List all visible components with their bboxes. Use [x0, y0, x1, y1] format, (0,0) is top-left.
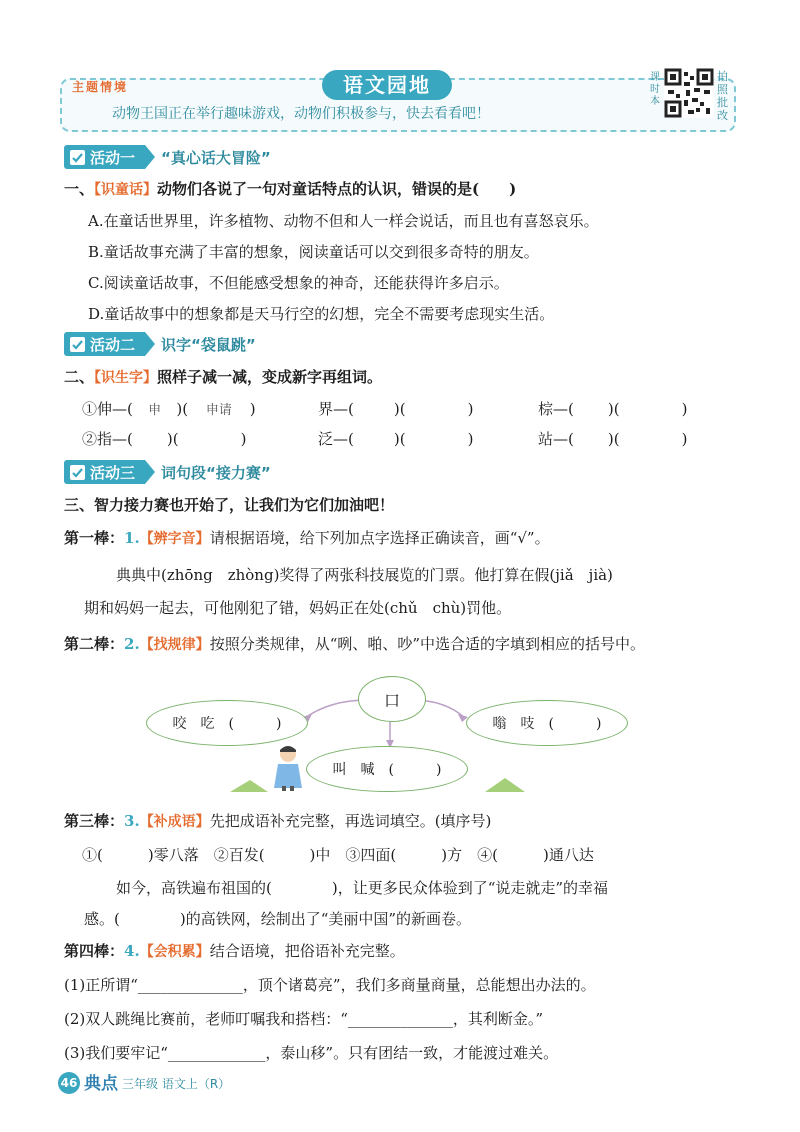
page-title: 语文园地 — [322, 70, 452, 100]
question-2-text: 照样子减一减，变成新字再组词。 — [157, 368, 383, 386]
question-1-tag: 【识童话】 — [94, 182, 158, 198]
baton-2-label: 第二棒： — [64, 635, 125, 653]
question-3-intro: 三、智力接力赛也开始了，让我们为它们加油吧！ — [64, 496, 395, 514]
activity3-title: 词句段“接力赛” — [161, 463, 271, 482]
baton-4-text: 结合语境，把俗语补充完整。 — [209, 942, 405, 960]
child-illustration-icon — [270, 742, 306, 792]
qr-left-label: 课时本 — [650, 72, 660, 107]
row2-item2-mid: )( — [393, 430, 406, 448]
footer-grade-text: 三年级 语文上（R） — [122, 1077, 231, 1091]
baton-3-para2[interactable]: 感。( )的高铁网，绘制出了“美丽中国”的新画卷。 — [84, 910, 472, 928]
row1-item1-answer-char[interactable]: 申 — [148, 403, 162, 418]
char-row-1-item2[interactable] — [318, 398, 473, 419]
char-row-1-item3[interactable] — [538, 398, 687, 419]
header-intro: 动物王国正在举行趣味游戏，动物们积极参与，快去看看吧！ — [112, 106, 490, 122]
diagram-bottom[interactable] — [306, 746, 468, 792]
baton-4 — [64, 940, 405, 961]
char-row-2-item2[interactable] — [318, 428, 473, 449]
baton-1-para1[interactable]: 典典中(zhōng zhòng)奖得了两张科技展览的门票。他打算在假(jiǎ jià) — [116, 566, 613, 584]
checkbox-icon — [70, 150, 85, 165]
question-1-text: 动物们各说了一句对童话特点的认识，错误的是( ) — [157, 180, 517, 198]
row1-item1-close: ) — [249, 400, 256, 418]
activity1-label: 活动一 — [90, 148, 136, 167]
baton-4-label: 第四棒： — [64, 942, 125, 960]
option-a[interactable]: A.在童话世界里，许多植物、动物不但和人一样会说话，而且也有喜怒哀乐。 — [88, 212, 599, 230]
baton-2-tag: 【找规律】 — [139, 637, 210, 653]
option-c[interactable]: C.阅读童话故事，不但能感受想象的神奇，还能获得许多启示。 — [88, 274, 509, 292]
activity1-bar — [64, 145, 271, 169]
theme-tag: 主题情境 — [72, 80, 129, 94]
baton-1 — [64, 527, 550, 548]
activity2-label-box — [64, 332, 145, 356]
diagram-center-text: 口 — [383, 690, 400, 710]
checkbox-icon — [70, 465, 85, 480]
baton-3-tag: 【补成语】 — [139, 814, 210, 830]
row2-item1-close: ) — [240, 430, 247, 448]
diagram-center — [358, 676, 426, 722]
baton-4-num: 4. — [124, 942, 140, 960]
question-1-prefix: 一、 — [64, 180, 95, 198]
baton-3-label: 第三棒： — [64, 812, 125, 830]
baton-2 — [64, 633, 645, 654]
baton-3-para1[interactable]: 如今，高铁遍布祖国的( )，让更多民众体验到了“说走就走”的幸福 — [116, 879, 609, 897]
baton-1-text: 请根据语境，给下列加点字选择正确读音，画“√”。 — [209, 529, 550, 547]
row1-item2-lead: 界—( — [318, 400, 354, 418]
row2-item2-close: ) — [467, 430, 474, 448]
proverb-2[interactable]: (2)双人跳绳比赛前，老师叮嘱我和搭档：“______________，其利断金。” — [64, 1010, 544, 1028]
proverb-1[interactable]: (1)正所谓“______________，顶个诸葛亮”，我们多商量商量，总能想出办法的。 — [64, 976, 596, 994]
diagram-bottom-text: 叫 喊 ( ) — [332, 762, 442, 778]
row2-item3-mid: )( — [607, 430, 620, 448]
activity3-label-box — [64, 460, 145, 484]
row2-item2-lead: 泛—( — [318, 430, 354, 448]
row1-item2-close: ) — [467, 400, 474, 418]
baton-2-text: 按照分类规律，从“咧、啪、吵”中选合适的字填到相应的括号中。 — [209, 635, 646, 653]
row2-item1-mid: )( — [166, 430, 179, 448]
diagram-left[interactable] — [146, 700, 308, 746]
idiom-row[interactable]: ①( )零八落 ②百发( )中 ③四面( )方 ④( )通八达 — [82, 846, 594, 864]
row1-item3-mid: )( — [607, 400, 620, 418]
activity2-label: 活动二 — [90, 335, 136, 354]
question-2 — [64, 366, 382, 387]
row1-item3-close: ) — [681, 400, 688, 418]
question-2-prefix: 二、 — [64, 368, 95, 386]
row1-item1-lead: ①伸—( — [82, 400, 133, 418]
row2-item1-lead: ②指—( — [82, 430, 133, 448]
row1-item3-lead: 棕—( — [538, 400, 574, 418]
activity1-title: “真心话大冒险” — [161, 148, 271, 167]
baton-3-text: 先把成语补充完整，再选词填空。(填序号) — [209, 812, 492, 830]
diagram-right-text: 嗡 吱 ( ) — [492, 716, 602, 732]
baton-1-para2[interactable]: 期和妈妈一起去，可他刚犯了错，妈妈正在处(chǔ chù)罚他。 — [84, 599, 512, 617]
diagram-left-text: 咬 吃 ( ) — [172, 716, 282, 732]
row1-item2-mid: )( — [393, 400, 406, 418]
baton-4-tag: 【会积累】 — [139, 944, 210, 960]
option-d[interactable]: D.童话故事中的想象都是天马行空的幻想，完全不需要考虑现实生活。 — [88, 305, 555, 323]
char-row-2-item3[interactable] — [538, 428, 687, 449]
activity1-label-box — [64, 145, 145, 169]
baton-1-tag: 【辨字音】 — [139, 531, 210, 547]
qr-code-icon[interactable] — [664, 68, 714, 118]
char-row-1 — [82, 398, 256, 419]
brand-logo: 典点 — [84, 1074, 118, 1094]
baton-3-num: 3. — [124, 812, 140, 830]
row1-item1-mid: )( — [176, 400, 189, 418]
diagram-right[interactable] — [466, 700, 628, 746]
row2-item3-close: ) — [681, 430, 688, 448]
row1-item1-answer-word[interactable]: 申请 — [205, 403, 232, 418]
activity3-bar — [64, 460, 271, 484]
char-row-2[interactable] — [82, 428, 246, 449]
activity2-bar — [64, 332, 256, 356]
activity3-label: 活动三 — [90, 463, 136, 482]
question-2-tag: 【识生字】 — [94, 370, 158, 386]
baton-1-label: 第一棒： — [64, 529, 125, 547]
baton-3 — [64, 810, 491, 831]
row2-item3-lead: 站—( — [538, 430, 574, 448]
baton-2-num: 2. — [124, 635, 140, 653]
checkbox-icon — [70, 337, 85, 352]
qr-right-label: 拍照批改 — [717, 70, 728, 122]
activity2-title: 识字“袋鼠跳” — [161, 335, 256, 354]
question-1 — [64, 178, 516, 199]
page-number: 46 — [58, 1072, 80, 1094]
baton-1-num: 1. — [124, 529, 140, 547]
option-b[interactable]: B.童话故事充满了丰富的想象，阅读童话可以交到很多奇特的朋友。 — [88, 243, 539, 261]
proverb-3[interactable]: (3)我们要牢记“_____________，泰山移”。只有团结一致，才能渡过难关。 — [64, 1044, 559, 1062]
